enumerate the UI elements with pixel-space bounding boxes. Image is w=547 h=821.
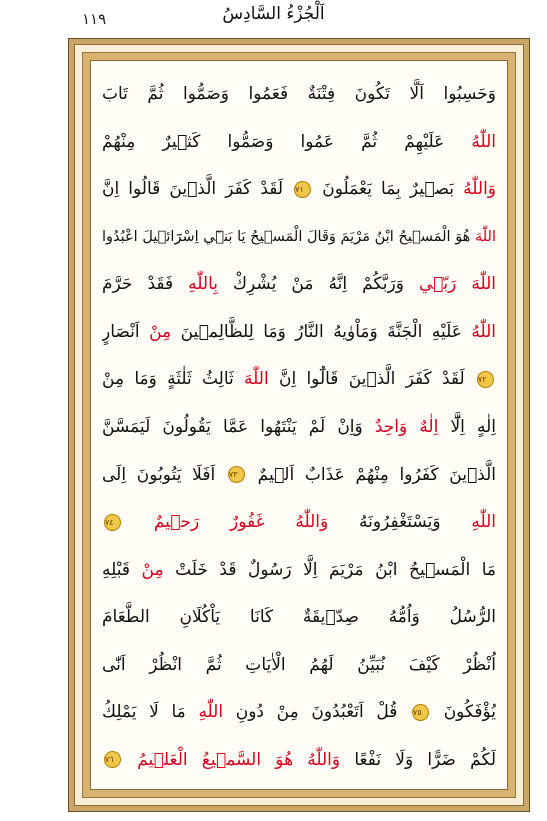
page-number: ١١٩ bbox=[82, 10, 107, 28]
divine-name-text: اللّٰهَ bbox=[244, 369, 269, 390]
verse-number-marker: ٧٦ bbox=[105, 752, 120, 767]
divine-name-text: اللّٰهَ رَبّ۪ي bbox=[418, 274, 496, 295]
verse-number-marker: ٧٣ bbox=[229, 467, 244, 482]
text-line bbox=[102, 74, 496, 114]
verse-number-marker: ٧٥ bbox=[413, 705, 428, 720]
text-line bbox=[102, 597, 496, 637]
verse-text bbox=[123, 750, 137, 770]
verse-text: عَلَيْهِمْ ثُمَّ عَمُوا وَصَمُّوا كَث۪يرٌ مِنْهُمْ bbox=[102, 131, 472, 152]
verse-text: مَا الْمَس۪يحُ ابْنُ مَرْيَمَ اِلَّا رَسُولٌ قَدْ خَلَتْ bbox=[163, 559, 496, 580]
divine-name-text: اللّٰهَ bbox=[474, 228, 496, 245]
text-line bbox=[102, 455, 496, 495]
verse-text: ثَالِثُ ثَلٰثَةٍ وَمَا مِنْ bbox=[102, 369, 245, 390]
ornamental-frame bbox=[68, 38, 530, 812]
divine-name-text: اللّٰهِ bbox=[198, 702, 224, 723]
verse-text: لَقَدْ كَفَرَ الَّذ۪ينَ قَالُوا اِنَّ bbox=[102, 179, 293, 200]
verse-text: الرُّسُلُ وَاُمُّهُ صِدّ۪يقَةٌ كَانَا يَاْكُلَانِ الطَّعَامَ bbox=[102, 607, 496, 628]
verse-text: يُؤْفَكُونَ bbox=[431, 702, 496, 723]
text-line bbox=[102, 359, 496, 399]
verse-text: وَرَبَّكُمْ اِنَّهُ مَنْ يُشْرِكْ bbox=[218, 274, 419, 295]
text-line bbox=[102, 502, 496, 542]
divine-name-text: اللّٰهِ bbox=[471, 512, 496, 533]
text-line bbox=[102, 740, 496, 780]
text-line bbox=[102, 264, 496, 304]
divine-name-text: بِاللّٰهِ bbox=[188, 274, 218, 295]
frame-inner-border bbox=[74, 44, 524, 806]
verse-text: اَنْصَارٍ bbox=[102, 321, 150, 342]
divine-name-text: وَاللّٰهُ bbox=[463, 179, 496, 200]
divine-name-text: مِنْ bbox=[141, 559, 164, 580]
verse-text: هُوَ الْمَس۪يحُ ابْنُ مَرْيَمَ وَقَالَ الْمَس۪يحُ يَا بَن۪ٓي اِسْرَٓائ۪يلَ اعْبُدُوا bbox=[102, 228, 475, 245]
verse-text: الَّذ۪ينَ كَفَرُوا مِنْهُمْ عَذَابٌ اَل۪يمٌ bbox=[246, 464, 496, 485]
divine-name-text: اللّٰهُ bbox=[471, 321, 496, 342]
verse-text: قَبْلِهِ bbox=[102, 559, 142, 580]
text-line bbox=[102, 122, 496, 162]
verse-text: بَص۪يرٌ بِمَا يَعْمَلُونَ bbox=[313, 179, 464, 200]
divine-name-text: وَاللّٰهُ هُوَ السَّم۪يعُ الْعَل۪يمُ bbox=[137, 749, 341, 770]
verse-number-marker: ٧١ bbox=[295, 182, 310, 197]
verse-text: فَقَدْ حَرَّمَ bbox=[102, 274, 189, 295]
frame-gold-band bbox=[82, 52, 516, 798]
text-line bbox=[102, 645, 496, 685]
verse-text bbox=[123, 512, 154, 532]
text-line bbox=[102, 217, 496, 257]
verse-text: عَلَيْهِ الْجَنَّةَ وَمَاْوٰيهُ النَّارُ وَمَا لِلظَّالِم۪ينَ bbox=[171, 321, 472, 342]
verse-number-marker: ٧٤ bbox=[105, 515, 120, 530]
verse-text: وَحَسِبُوا اَلَّا تَكُونَ فِتْنَةٌ فَعَمُوا وَصَمُّوا ثُمَّ تَابَ bbox=[102, 84, 496, 104]
divine-name-text: مِنْ bbox=[149, 321, 172, 342]
verse-lines bbox=[102, 74, 496, 780]
verse-number-marker: ٧٢ bbox=[478, 372, 493, 387]
text-line bbox=[102, 169, 496, 209]
text-panel bbox=[90, 60, 508, 790]
divine-name-text: اللّٰهُ bbox=[471, 131, 496, 152]
verse-text: اَفَلَا يَتُوبُونَ اِلَى bbox=[102, 464, 226, 485]
verse-text: قُلْ اَتَعْبُدُونَ مِنْ دُونِ bbox=[223, 702, 411, 723]
text-line bbox=[102, 407, 496, 447]
text-line bbox=[102, 312, 496, 352]
verse-text: لَكُمْ ضَرًّا وَلَا نَفْعًا bbox=[340, 749, 496, 770]
verse-text: اُنْظُرْ كَيْفَ نُبَيِّنُ لَهُمُ الْاٰيَاتِ ثُمَّ انْظُرْ اَنّٰى bbox=[102, 654, 496, 675]
juz-title: اَلْجُزْءُ السَّادِسُ bbox=[222, 4, 325, 24]
verse-text: وَاِنْ لَمْ يَنْتَهُوا عَمَّا يَقُولُونَ لَيَمَسَّنَّ bbox=[102, 416, 375, 437]
divine-name-text: وَاللّٰهُ غَفُورٌ رَح۪يمٌ bbox=[153, 512, 329, 533]
text-line bbox=[102, 692, 496, 732]
verse-text: لَقَدْ كَفَرَ الَّذ۪ينَ قَالُٓوا اِنَّ bbox=[268, 369, 475, 390]
verse-text: اِلٰهٍ اِلَّٓا bbox=[438, 416, 496, 437]
divine-name-text: اِلٰهٌ وَاحِدٌ bbox=[374, 416, 439, 437]
verse-text: مَا لَا يَمْلِكُ bbox=[102, 702, 199, 723]
verse-text: وَيَسْتَغْفِرُونَهُ bbox=[328, 512, 472, 533]
text-line bbox=[102, 550, 496, 590]
